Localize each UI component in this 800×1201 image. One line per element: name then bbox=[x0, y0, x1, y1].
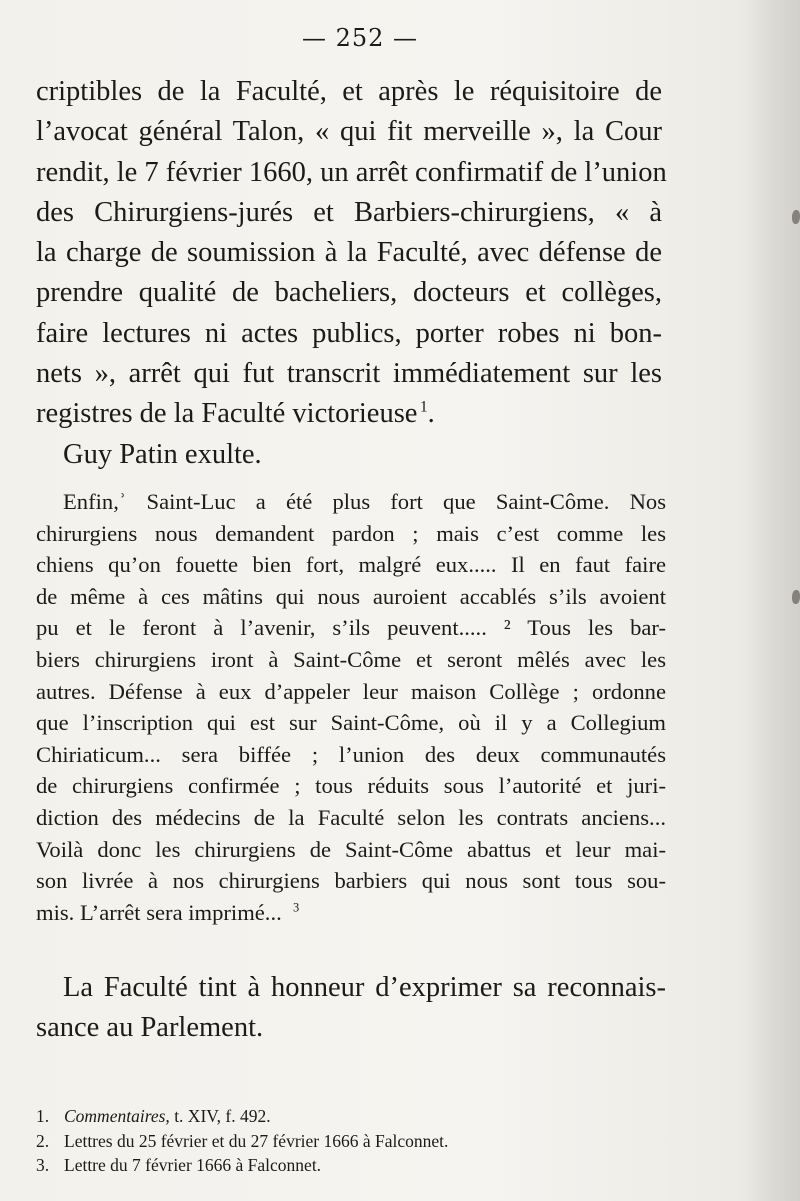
quote-line-last bbox=[36, 897, 666, 929]
footnote-work-title: Commentaires, bbox=[64, 1106, 170, 1126]
footnote-text: Lettres du 25 février et du 27 février 1666 à Falconnet. bbox=[64, 1130, 449, 1151]
text-line: des Chirurgiens-jurés et Barbiers-chirurgiens, « à bbox=[36, 196, 662, 228]
footnote-2 bbox=[36, 1129, 662, 1154]
quote-line: chiens qu’on fouette bien fort, malgré eux..... Il en faut faire bbox=[36, 552, 666, 578]
quote-line: de chirurgiens confirmée ; tous réduits sous l’autorité et juri- bbox=[36, 773, 666, 799]
paragraph-closing bbox=[36, 968, 666, 1048]
text-line: rendit, le 7 février 1660, un arrêt confirmatif de l’union bbox=[36, 156, 667, 188]
quote-line: biers chirurgiens iront à Saint-Côme et seront mêlés avec les bbox=[36, 646, 666, 672]
text-line: prendre qualité de bacheliers, docteurs et collèges, bbox=[36, 277, 662, 309]
quote-line: Voilà donc les chirurgiens de Saint-Côme abattus et leur mai- bbox=[36, 836, 666, 862]
quote-line: Chiriaticum... sera biffée ; l’union des deux communautés bbox=[36, 741, 666, 767]
text-fragment: . bbox=[427, 398, 435, 430]
text-line: l’avocat général Talon, « qui fit merveille », la Cour bbox=[36, 116, 662, 148]
page-number: — 252 — bbox=[301, 24, 419, 52]
text-line: la charge de soumission à la Faculté, avec défense de bbox=[36, 237, 662, 269]
footnote-text: t. XIV, f. 492. bbox=[169, 1106, 271, 1126]
quote-line: de même à ces mâtins qui nous auroient accablés s’ils avoient bbox=[36, 583, 666, 609]
footnote-1 bbox=[36, 1104, 662, 1129]
footnote-text: Lettre du 7 février 1666 à Falconnet. bbox=[64, 1155, 322, 1175]
text-line: nets », arrêt qui fut transcrit immédiatement sur les bbox=[36, 358, 662, 390]
footnote-number: 2. bbox=[36, 1130, 50, 1151]
quote-line: pu et le feront à l’avenir, s’ils peuvent..... ² Tous les bar- bbox=[36, 615, 666, 641]
ink-mark bbox=[792, 210, 800, 224]
text-fragment: registres de la Faculté victorieuse bbox=[36, 398, 418, 430]
footnote-number: 1. bbox=[36, 1106, 50, 1126]
quote-line: autres. Défense à eux d’appeler leur maison Collège ; ordonne bbox=[36, 678, 666, 704]
quote-line: Enfin,ʾ Saint-Luc a été plus fort que Saint-Côme. Nos bbox=[63, 489, 666, 514]
footnote-ref: 1 bbox=[419, 398, 428, 416]
text-line-last bbox=[36, 394, 662, 434]
quote-line: diction des médecins de la Faculté selon les contrats anciens... bbox=[36, 804, 666, 830]
text-line: sance au Parlement. bbox=[36, 1012, 264, 1043]
paragraph-main bbox=[36, 72, 667, 475]
footnotes bbox=[36, 1104, 662, 1178]
quote-line: son livrée à nos chirurgiens barbiers qui nous sont tous sou- bbox=[36, 868, 666, 894]
ink-mark bbox=[792, 590, 800, 604]
quote-line: chirurgiens nous demandent pardon ; mais c’est comme les bbox=[36, 520, 666, 546]
footnote-ref: 3 bbox=[293, 900, 300, 915]
quotation-block bbox=[36, 486, 666, 928]
text-line: criptibles de la Faculté, et après le réquisitoire de bbox=[36, 76, 662, 107]
text-line: La Faculté tint à honneur d’exprimer sa reconnais- bbox=[63, 972, 666, 1003]
text-line: faire lectures ni actes publics, porter robes ni bon- bbox=[36, 317, 662, 349]
footnote-3 bbox=[36, 1153, 662, 1178]
quote-line: que l’inscription qui est sur Saint-Côme, où il y a Collegium bbox=[36, 710, 666, 736]
text-fragment: mis. L’arrêt sera imprimé... bbox=[36, 899, 282, 925]
paragraph-guy-patin: Guy Patin exulte. bbox=[63, 438, 262, 470]
footnote-number: 3. bbox=[36, 1155, 50, 1175]
